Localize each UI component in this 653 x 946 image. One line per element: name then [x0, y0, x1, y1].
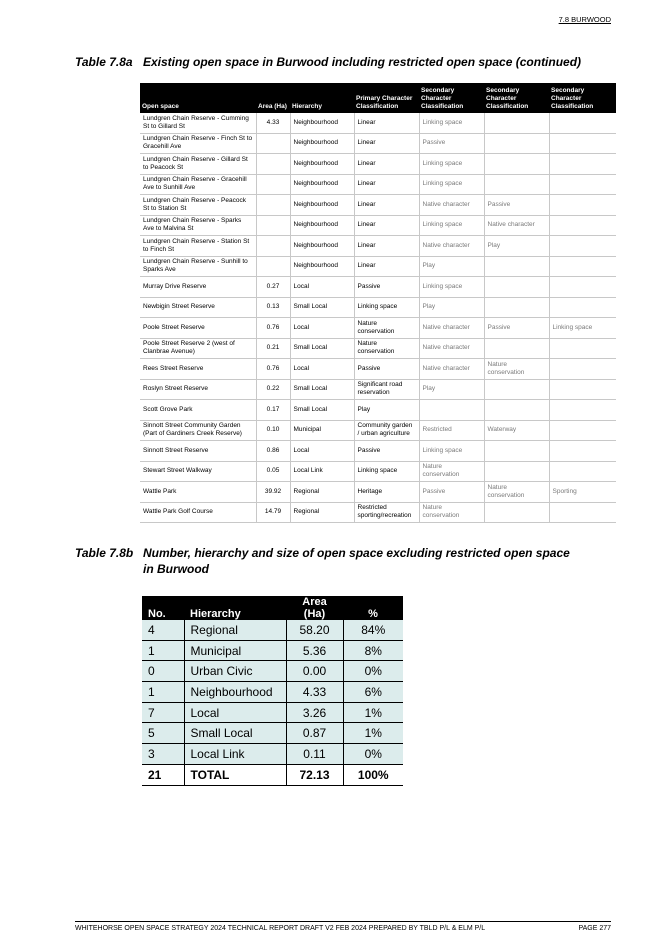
col-secondary-character-1: Secondary Character Classification: [419, 83, 484, 113]
table-cell: [549, 338, 616, 359]
table-cell: Native character: [419, 236, 484, 257]
table-cell: [256, 236, 290, 257]
table-cell: Restricted: [419, 420, 484, 441]
table-cell: Local: [290, 359, 354, 380]
table-cell: Native character: [419, 195, 484, 216]
table-cell: Linking space: [354, 297, 419, 318]
table-cell: Neighbourhood: [290, 195, 354, 216]
table-row: [140, 502, 616, 523]
table-cell: [549, 379, 616, 400]
table-cell: [549, 256, 616, 277]
table-cell: Sinnott Street Reserve: [140, 441, 256, 462]
table-cell: 0.10: [256, 420, 290, 441]
table-cell: Roslyn Street Reserve: [140, 379, 256, 400]
table-row: [142, 620, 403, 640]
table-cell: Passive: [354, 441, 419, 462]
table-cell: Native character: [419, 338, 484, 359]
col-area-b: Area (Ha): [286, 596, 343, 620]
table-cell: [256, 174, 290, 195]
table-cell: [256, 215, 290, 236]
table-cell: Neighbourhood: [290, 256, 354, 277]
table-cell: Lundgren Chain Reserve - Cumming St to Gillard St: [140, 113, 256, 133]
table-cell: 0.13: [256, 297, 290, 318]
table-cell: Municipal: [184, 640, 286, 661]
table-cell: [484, 400, 549, 421]
table-cell: [484, 256, 549, 277]
table-cell: 0.86: [256, 441, 290, 462]
table-cell: 0.05: [256, 461, 290, 482]
table-cell: 0.21: [256, 338, 290, 359]
col-secondary-character-3: Secondary Character Classification: [549, 83, 616, 113]
table-cell: Lundgren Chain Reserve - Station St to Finch St: [140, 236, 256, 257]
table-cell: [256, 256, 290, 277]
footer-divider: [75, 921, 611, 922]
table-cell: Linking space: [419, 215, 484, 236]
table-cell: [484, 338, 549, 359]
table-cell: Small Local: [290, 400, 354, 421]
table-cell: Local Link: [184, 744, 286, 765]
table-cell: 84%: [343, 620, 403, 640]
table-cell: Linear: [354, 154, 419, 175]
table-row: [142, 661, 403, 682]
table-cell: 0.11: [286, 744, 343, 765]
table-cell: Linking space: [419, 174, 484, 195]
table-cell: Linear: [354, 256, 419, 277]
table-cell: Local: [290, 441, 354, 462]
col-no: No.: [142, 596, 184, 620]
col-percent: %: [343, 596, 403, 620]
table-b-title: Number, hierarchy and size of open space excluding restricted open space in Burwood: [143, 546, 570, 576]
table-cell: 1: [142, 682, 184, 703]
table-cell: Regional: [184, 620, 286, 640]
col-hierarchy: Hierarchy: [290, 83, 354, 113]
table-cell: Linking space: [419, 154, 484, 175]
table-cell: Stewart Street Walkway: [140, 461, 256, 482]
table-cell: Linking space: [419, 441, 484, 462]
table-cell: [256, 195, 290, 216]
table-cell: Lundgren Chain Reserve - Gracehill Ave to Sunhill Ave: [140, 174, 256, 195]
table-cell: Linking space: [549, 318, 616, 339]
table-cell: 39.92: [256, 482, 290, 503]
table-cell: 0: [142, 661, 184, 682]
section-reference: 7.8 BURWOOD: [558, 15, 611, 24]
table-cell: Passive: [484, 195, 549, 216]
open-space-table: [140, 83, 616, 523]
table-b-number: Table 7.8b: [75, 546, 134, 560]
table-cell: [484, 113, 549, 133]
table-cell: [549, 154, 616, 175]
table-cell: [549, 420, 616, 441]
hierarchy-summary-table: [142, 596, 403, 786]
table-cell: Sporting: [549, 482, 616, 503]
table-cell: Nature conservation: [419, 502, 484, 523]
table-cell: Lundgren Chain Reserve - Peacock St to Station St: [140, 195, 256, 216]
table-row: [140, 461, 616, 482]
table-cell: Neighbourhood: [184, 682, 286, 703]
table-cell: [484, 297, 549, 318]
table-row: [140, 379, 616, 400]
table-cell: Nature conservation: [484, 482, 549, 503]
table-cell: Nature conservation: [354, 338, 419, 359]
table-cell: Small Local: [290, 297, 354, 318]
table-cell: [484, 461, 549, 482]
table-cell: [549, 133, 616, 154]
table-cell: Poole Street Reserve 2 (west of Clanbrae Avenue): [140, 338, 256, 359]
table-cell: Linear: [354, 113, 419, 133]
table-cell: 5: [142, 723, 184, 744]
table-cell: Lundgren Chain Reserve - Gillard St to Peacock St: [140, 154, 256, 175]
table-cell: Lundgren Chain Reserve - Sparks Ave to Malvina St: [140, 215, 256, 236]
table-cell: Small Local: [184, 723, 286, 744]
total-cell: TOTAL: [184, 764, 286, 785]
table-cell: Native character: [419, 359, 484, 380]
table-cell: Neighbourhood: [290, 236, 354, 257]
table-cell: [484, 174, 549, 195]
total-row: [142, 764, 403, 785]
table-cell: [549, 113, 616, 133]
table-cell: Linear: [354, 174, 419, 195]
table-cell: Linear: [354, 133, 419, 154]
table-a-header-row: [140, 83, 616, 113]
table-cell: 5.36: [286, 640, 343, 661]
table-cell: Linear: [354, 195, 419, 216]
table-cell: Nature conservation: [484, 359, 549, 380]
table-cell: 0%: [343, 744, 403, 765]
table-cell: Wattle Park Golf Course: [140, 502, 256, 523]
table-row: [140, 174, 616, 195]
table-cell: Play: [419, 379, 484, 400]
table-cell: Poole Street Reserve: [140, 318, 256, 339]
table-row: [140, 256, 616, 277]
table-row: [140, 338, 616, 359]
table-row: [140, 359, 616, 380]
table-row: [140, 318, 616, 339]
table-cell: [549, 297, 616, 318]
table-cell: Community garden / urban agriculture: [354, 420, 419, 441]
table-cell: Native character: [419, 318, 484, 339]
table-cell: 0.00: [286, 661, 343, 682]
table-row: [140, 441, 616, 462]
table-cell: Local: [290, 277, 354, 298]
table-cell: 58.20: [286, 620, 343, 640]
table-row: [140, 236, 616, 257]
table-cell: Nature conservation: [419, 461, 484, 482]
table-cell: Small Local: [290, 338, 354, 359]
table-row: [140, 297, 616, 318]
table-cell: [484, 379, 549, 400]
table-cell: Newbigin Street Reserve: [140, 297, 256, 318]
table-cell: [549, 502, 616, 523]
table-cell: Local: [184, 702, 286, 723]
table-cell: Play: [354, 400, 419, 421]
table-cell: Play: [419, 256, 484, 277]
table-cell: 0.87: [286, 723, 343, 744]
table-cell: Play: [484, 236, 549, 257]
table-cell: Native character: [484, 215, 549, 236]
table-cell: 0.76: [256, 359, 290, 380]
table-cell: Restricted sporting/recreation: [354, 502, 419, 523]
table-cell: Lundgren Chain Reserve - Sunhill to Sparks Ave: [140, 256, 256, 277]
col-hierarchy-b: Hierarchy: [184, 596, 286, 620]
table-row: [140, 277, 616, 298]
table-cell: 4.33: [286, 682, 343, 703]
total-cell: 21: [142, 764, 184, 785]
table-cell: Local Link: [290, 461, 354, 482]
table-cell: Neighbourhood: [290, 174, 354, 195]
table-cell: Sinnott Street Community Garden (Part of Gardiners Creek Reserve): [140, 420, 256, 441]
table-cell: Waterway: [484, 420, 549, 441]
table-cell: [484, 502, 549, 523]
table-cell: 0.17: [256, 400, 290, 421]
table-cell: [256, 133, 290, 154]
table-row: [140, 400, 616, 421]
table-cell: [549, 400, 616, 421]
table-cell: [549, 195, 616, 216]
table-cell: [256, 154, 290, 175]
table-row: [140, 482, 616, 503]
table-cell: 0.76: [256, 318, 290, 339]
table-cell: Neighbourhood: [290, 133, 354, 154]
table-cell: 4.33: [256, 113, 290, 133]
table-cell: [484, 133, 549, 154]
table-row: [140, 133, 616, 154]
table-cell: Scott Grove Park: [140, 400, 256, 421]
table-cell: [484, 277, 549, 298]
table-cell: [549, 174, 616, 195]
table-cell: [419, 400, 484, 421]
table-cell: [549, 461, 616, 482]
table-cell: 4: [142, 620, 184, 640]
table-cell: [549, 441, 616, 462]
table-cell: [549, 277, 616, 298]
table-cell: 3.26: [286, 702, 343, 723]
col-primary-character: Primary Character Classification: [354, 83, 419, 113]
table-cell: 1%: [343, 723, 403, 744]
table-row: [142, 682, 403, 703]
table-row: [140, 215, 616, 236]
table-cell: 1: [142, 640, 184, 661]
total-cell: 72.13: [286, 764, 343, 785]
table-row: [140, 420, 616, 441]
table-cell: 7: [142, 702, 184, 723]
table-cell: Neighbourhood: [290, 154, 354, 175]
table-cell: Linking space: [354, 461, 419, 482]
table-cell: [549, 236, 616, 257]
table-cell: Passive: [354, 277, 419, 298]
table-row: [142, 744, 403, 765]
table-row: [142, 702, 403, 723]
table-cell: Passive: [484, 318, 549, 339]
table-cell: [549, 215, 616, 236]
table-cell: Murray Drive Reserve: [140, 277, 256, 298]
table-cell: Urban Civic: [184, 661, 286, 682]
table-cell: 6%: [343, 682, 403, 703]
table-a-title: Existing open space in Burwood including restricted open space (continued): [143, 55, 582, 69]
table-cell: Nature conservation: [354, 318, 419, 339]
table-row: [142, 640, 403, 661]
col-open-space: Open space: [140, 83, 256, 113]
table-a-number: Table 7.8a: [75, 55, 133, 69]
table-cell: Local: [290, 318, 354, 339]
table-cell: Linking space: [419, 277, 484, 298]
table-cell: 0%: [343, 661, 403, 682]
table-cell: Passive: [354, 359, 419, 380]
col-area: Area (Ha): [256, 83, 290, 113]
table-cell: 3: [142, 744, 184, 765]
table-cell: Neighbourhood: [290, 113, 354, 133]
table-cell: 8%: [343, 640, 403, 661]
table-cell: Linear: [354, 236, 419, 257]
table-cell: 14.79: [256, 502, 290, 523]
table-cell: Heritage: [354, 482, 419, 503]
table-cell: 1%: [343, 702, 403, 723]
table-cell: [549, 359, 616, 380]
table-cell: Regional: [290, 482, 354, 503]
table-row: [142, 723, 403, 744]
table-cell: Lundgren Chain Reserve - Finch St to Gracehill Ave: [140, 133, 256, 154]
total-cell: 100%: [343, 764, 403, 785]
table-cell: Rees Street Reserve: [140, 359, 256, 380]
col-secondary-character-2: Secondary Character Classification: [484, 83, 549, 113]
table-cell: Linking space: [419, 113, 484, 133]
table-row: [140, 113, 616, 133]
table-cell: [484, 441, 549, 462]
table-b-header-row: [142, 596, 403, 620]
table-cell: [484, 154, 549, 175]
table-cell: Play: [419, 297, 484, 318]
table-cell: 0.27: [256, 277, 290, 298]
table-cell: Neighbourhood: [290, 215, 354, 236]
table-row: [140, 154, 616, 175]
table-cell: Passive: [419, 482, 484, 503]
page-number: PAGE 277: [578, 925, 611, 932]
table-cell: Wattle Park: [140, 482, 256, 503]
table-cell: Regional: [290, 502, 354, 523]
table-cell: Passive: [419, 133, 484, 154]
table-cell: Significant road reservation: [354, 379, 419, 400]
table-cell: 0.22: [256, 379, 290, 400]
table-row: [140, 195, 616, 216]
table-cell: Municipal: [290, 420, 354, 441]
table-cell: Small Local: [290, 379, 354, 400]
footer-text: WHITEHORSE OPEN SPACE STRATEGY 2024 TECHNICAL REPORT DRAFT V2 FEB 2024 PREPARED BY TBLD P/L & ELM P/L: [75, 925, 486, 932]
table-cell: Linear: [354, 215, 419, 236]
